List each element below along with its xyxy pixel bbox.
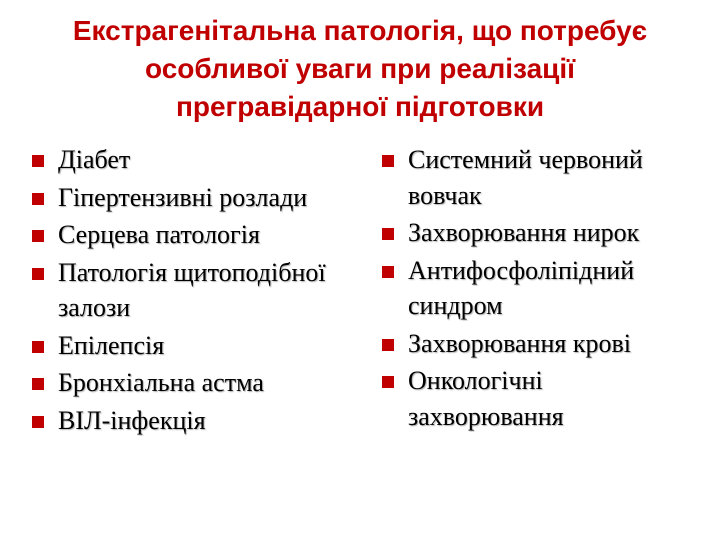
title-line: особливої уваги при реалізації	[144, 53, 576, 84]
square-bullet-icon	[382, 339, 394, 351]
list-item-kidney-disease	[378, 215, 698, 251]
list-item-label: Антифосфоліпідний	[408, 255, 635, 285]
list-item-label-continued: захворювання	[408, 401, 564, 431]
list-item-label: Захворювання нирок	[408, 218, 640, 247]
list-item-label: Діабет	[58, 145, 131, 174]
square-bullet-icon	[32, 155, 44, 167]
title-line: прегравідарної підготовки	[175, 91, 545, 122]
square-bullet-icon	[32, 378, 44, 390]
square-bullet-icon	[32, 193, 44, 205]
list-item-blood-disease	[378, 326, 698, 362]
list-item-label-continued: вовчак	[408, 180, 482, 210]
list-item-hypertensive-disorders	[28, 180, 368, 216]
list-item-label: Захворювання крові	[408, 328, 631, 358]
slide-title	[0, 12, 720, 126]
list-item-label: Бронхіальна астма	[58, 368, 264, 397]
square-bullet-icon	[382, 376, 394, 388]
list-item-label-continued: залози	[58, 293, 131, 322]
list-item-label: Системний червоний	[408, 145, 643, 174]
list-item-epilepsy	[28, 328, 368, 364]
list-item-diabetes	[28, 142, 368, 178]
list-item-label: Серцева патологія	[58, 220, 260, 249]
square-bullet-icon	[382, 155, 394, 167]
list-item-label: Патологія щитоподібної	[58, 257, 326, 287]
list-item-cardiac-pathology	[28, 217, 368, 253]
square-bullet-icon	[32, 268, 44, 280]
list-item-bronchial-asthma	[28, 365, 368, 401]
title-line: Екстрагенітальна патологія, що потребує	[72, 15, 648, 46]
list-item-hiv-infection	[28, 403, 368, 439]
list-item-antiphospholipid-syndrome	[378, 253, 698, 324]
left-bullet-list	[28, 142, 368, 440]
list-item-label: Гіпертензивні розлади	[58, 182, 308, 212]
square-bullet-icon	[32, 416, 44, 428]
list-item-systemic-lupus	[378, 142, 698, 213]
square-bullet-icon	[32, 230, 44, 242]
list-item-label: Онкологічні	[408, 366, 543, 395]
square-bullet-icon	[382, 228, 394, 240]
square-bullet-icon	[382, 266, 394, 278]
list-item-label: Епілепсія	[58, 330, 165, 360]
list-item-label-continued: синдром	[408, 291, 503, 320]
square-bullet-icon	[32, 341, 44, 353]
right-bullet-list	[378, 142, 698, 436]
list-item-oncological-disease	[378, 363, 698, 434]
list-item-thyroid-pathology	[28, 255, 368, 326]
list-item-label: ВІЛ-інфекція	[58, 405, 206, 435]
